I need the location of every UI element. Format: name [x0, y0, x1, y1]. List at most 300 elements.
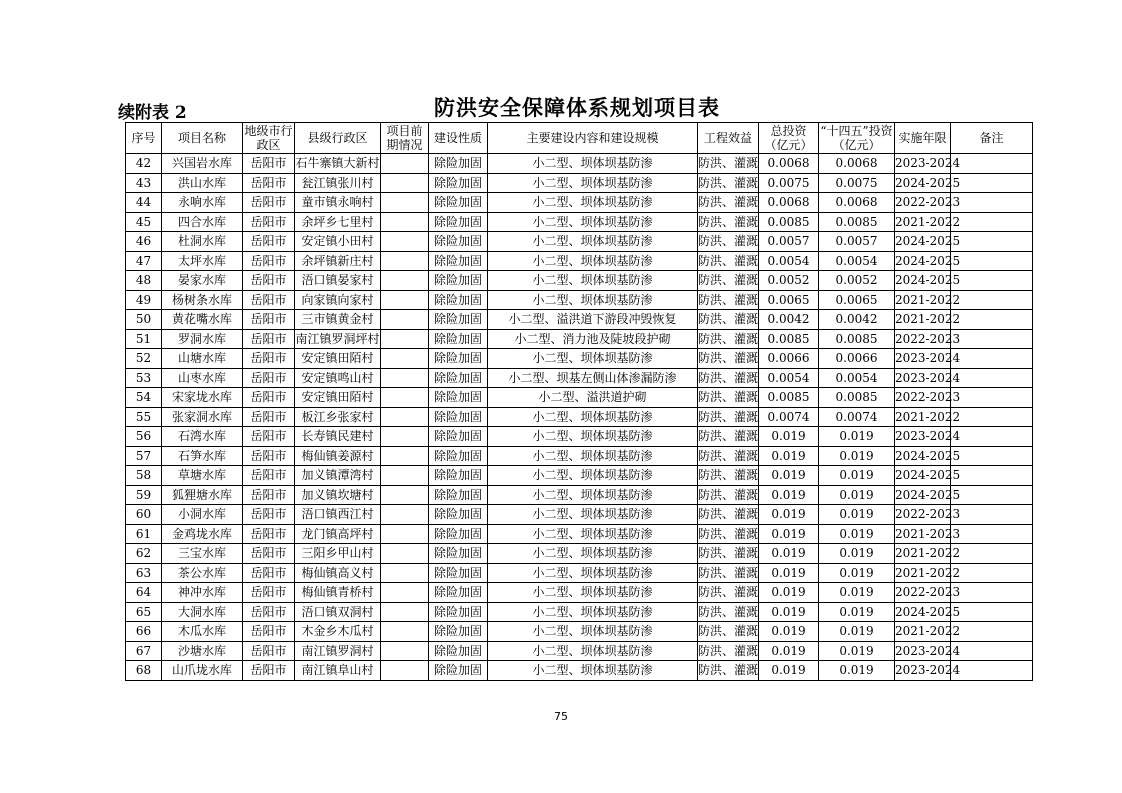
cell-col-remarks — [951, 310, 1033, 330]
cell-col-benefit: 防洪、灌溉 — [698, 427, 759, 447]
cell-col-14th-investment: 0.0068 — [819, 193, 895, 213]
cell-col-county: 安定镇田陌村 — [295, 388, 381, 408]
cell-col-project-name: 狐狸塘水库 — [162, 485, 243, 505]
table-row — [126, 290, 1033, 310]
table-row — [126, 407, 1033, 427]
cell-col-main-content: 小二型、消力池及陡坡段护砌 — [488, 329, 698, 349]
header-col-main-content: 主要建设内容和建设规模 — [488, 123, 698, 154]
cell-col-remarks — [951, 290, 1033, 310]
cell-col-index: 62 — [126, 544, 162, 564]
cell-col-14th-investment: 0.0054 — [819, 368, 895, 388]
cell-col-prefecture: 岳阳市 — [243, 583, 295, 603]
cell-col-index: 53 — [126, 368, 162, 388]
header-col-construction-type: 建设性质 — [429, 123, 488, 154]
cell-col-prefecture: 岳阳市 — [243, 524, 295, 544]
table-row — [126, 388, 1033, 408]
cell-col-period: 2024-2025 — [895, 602, 951, 622]
table-row — [126, 661, 1033, 681]
cell-col-county: 梅仙镇高义村 — [295, 563, 381, 583]
cell-col-benefit: 防洪、灌溉 — [698, 641, 759, 661]
cell-col-total-investment: 0.019 — [759, 466, 819, 486]
cell-col-remarks — [951, 173, 1033, 193]
cell-col-benefit: 防洪、灌溉 — [698, 407, 759, 427]
cell-col-prefecture: 岳阳市 — [243, 290, 295, 310]
cell-col-preliminary — [381, 427, 429, 447]
cell-col-main-content: 小二型、坝体坝基防渗 — [488, 251, 698, 271]
cell-col-main-content: 小二型、坝体坝基防渗 — [488, 212, 698, 232]
cell-col-county: 板江乡张家村 — [295, 407, 381, 427]
cell-col-14th-investment: 0.0074 — [819, 407, 895, 427]
table-row — [126, 583, 1033, 603]
cell-col-preliminary — [381, 407, 429, 427]
cell-col-benefit: 防洪、灌溉 — [698, 524, 759, 544]
cell-col-construction-type: 除险加固 — [429, 173, 488, 193]
table-row — [126, 349, 1033, 369]
cell-col-remarks — [951, 446, 1033, 466]
cell-col-14th-investment: 0.019 — [819, 466, 895, 486]
cell-col-county: 石牛寨镇大新村 — [295, 154, 381, 174]
cell-col-benefit: 防洪、灌溉 — [698, 622, 759, 642]
cell-col-index: 67 — [126, 641, 162, 661]
cell-col-county: 余坪乡七里村 — [295, 212, 381, 232]
cell-col-index: 68 — [126, 661, 162, 681]
cell-col-total-investment: 0.019 — [759, 505, 819, 525]
cell-col-index: 52 — [126, 349, 162, 369]
cell-col-remarks — [951, 505, 1033, 525]
cell-col-preliminary — [381, 388, 429, 408]
cell-col-index: 49 — [126, 290, 162, 310]
cell-col-county: 梅仙镇青桥村 — [295, 583, 381, 603]
header-col-prefecture: 地级市行政区 — [244, 124, 293, 152]
cell-col-remarks — [951, 641, 1033, 661]
cell-col-remarks — [951, 388, 1033, 408]
cell-col-prefecture: 岳阳市 — [243, 622, 295, 642]
cell-col-index: 59 — [126, 485, 162, 505]
cell-col-prefecture: 岳阳市 — [243, 368, 295, 388]
table-row — [126, 232, 1033, 252]
cell-col-construction-type: 除险加固 — [429, 505, 488, 525]
cell-col-main-content: 小二型、坝体坝基防渗 — [488, 173, 698, 193]
cell-col-remarks — [951, 368, 1033, 388]
page-title: 防洪安全保障体系规划项目表 — [434, 95, 720, 120]
cell-col-prefecture: 岳阳市 — [243, 232, 295, 252]
cell-col-county: 南江镇罗洞村 — [295, 641, 381, 661]
cell-col-construction-type: 除险加固 — [429, 232, 488, 252]
cell-col-period: 2023-2024 — [895, 661, 951, 681]
cell-col-project-name: 神冲水库 — [162, 583, 243, 603]
cell-col-preliminary — [381, 485, 429, 505]
cell-col-benefit: 防洪、灌溉 — [698, 173, 759, 193]
cell-col-preliminary — [381, 212, 429, 232]
cell-col-prefecture: 岳阳市 — [243, 310, 295, 330]
cell-col-project-name: 张家洞水库 — [162, 407, 243, 427]
cell-col-remarks — [951, 349, 1033, 369]
cell-col-preliminary — [381, 544, 429, 564]
cell-col-total-investment: 0.019 — [759, 641, 819, 661]
cell-col-total-investment: 0.0054 — [759, 368, 819, 388]
cell-col-14th-investment: 0.019 — [819, 427, 895, 447]
cell-col-project-name: 山塘水库 — [162, 349, 243, 369]
cell-col-construction-type: 除险加固 — [429, 368, 488, 388]
cell-col-main-content: 小二型、坝体坝基防渗 — [488, 583, 698, 603]
cell-col-main-content: 小二型、坝体坝基防渗 — [488, 466, 698, 486]
table-row — [126, 193, 1033, 213]
cell-col-period: 2024-2025 — [895, 251, 951, 271]
cell-col-construction-type: 除险加固 — [429, 310, 488, 330]
cell-col-remarks — [951, 407, 1033, 427]
header-col-project-name: 项目名称 — [162, 123, 243, 154]
table-row — [126, 271, 1033, 291]
cell-col-14th-investment: 0.0065 — [819, 290, 895, 310]
cell-col-construction-type: 除险加固 — [429, 212, 488, 232]
cell-col-benefit: 防洪、灌溉 — [698, 661, 759, 681]
cell-col-remarks — [951, 466, 1033, 486]
table-row — [126, 485, 1033, 505]
cell-col-main-content: 小二型、坝体坝基防渗 — [488, 622, 698, 642]
cell-col-period: 2024-2025 — [895, 485, 951, 505]
cell-col-remarks — [951, 154, 1033, 174]
cell-col-remarks — [951, 251, 1033, 271]
cell-col-preliminary — [381, 505, 429, 525]
cell-col-county: 向家镇向家村 — [295, 290, 381, 310]
cell-col-county: 童市镇永响村 — [295, 193, 381, 213]
cell-col-construction-type: 除险加固 — [429, 251, 488, 271]
cell-col-total-investment: 0.019 — [759, 485, 819, 505]
cell-col-preliminary — [381, 349, 429, 369]
table-row — [126, 251, 1033, 271]
table-row — [126, 368, 1033, 388]
header-col-14th-investment: “十四五”投资（亿元） — [820, 124, 893, 152]
cell-col-prefecture: 岳阳市 — [243, 505, 295, 525]
cell-col-total-investment: 0.0085 — [759, 212, 819, 232]
cell-col-main-content: 小二型、坝体坝基防渗 — [488, 154, 698, 174]
table-row — [126, 446, 1033, 466]
cell-col-benefit: 防洪、灌溉 — [698, 154, 759, 174]
cell-col-main-content: 小二型、坝体坝基防渗 — [488, 349, 698, 369]
cell-col-county: 梅仙镇姜源村 — [295, 446, 381, 466]
cell-col-construction-type: 除险加固 — [429, 485, 488, 505]
cell-col-period: 2024-2025 — [895, 173, 951, 193]
header-col-index: 序号 — [126, 123, 162, 154]
cell-col-county: 安定镇小田村 — [295, 232, 381, 252]
table-row — [126, 173, 1033, 193]
cell-col-remarks — [951, 622, 1033, 642]
cell-col-project-name: 罗洞水库 — [162, 329, 243, 349]
cell-col-remarks — [951, 661, 1033, 681]
project-table — [125, 122, 1033, 681]
cell-col-total-investment: 0.0052 — [759, 271, 819, 291]
cell-col-benefit: 防洪、灌溉 — [698, 349, 759, 369]
cell-col-project-name: 金鸡垅水库 — [162, 524, 243, 544]
cell-col-period: 2024-2025 — [895, 446, 951, 466]
cell-col-total-investment: 0.0042 — [759, 310, 819, 330]
cell-col-project-name: 永响水库 — [162, 193, 243, 213]
cell-col-project-name: 茶公水库 — [162, 563, 243, 583]
cell-col-preliminary — [381, 622, 429, 642]
cell-col-index: 45 — [126, 212, 162, 232]
cell-col-total-investment: 0.0068 — [759, 154, 819, 174]
table-row — [126, 563, 1033, 583]
cell-col-county: 南江镇罗洞坪村 — [295, 329, 381, 349]
cell-col-construction-type: 除险加固 — [429, 446, 488, 466]
cell-col-index: 48 — [126, 271, 162, 291]
cell-col-project-name: 太坪水库 — [162, 251, 243, 271]
cell-col-county: 木金乡木瓜村 — [295, 622, 381, 642]
cell-col-prefecture: 岳阳市 — [243, 329, 295, 349]
cell-col-construction-type: 除险加固 — [429, 641, 488, 661]
cell-col-preliminary — [381, 290, 429, 310]
cell-col-main-content: 小二型、坝体坝基防渗 — [488, 524, 698, 544]
cell-col-preliminary — [381, 446, 429, 466]
header-col-benefit: 工程效益 — [698, 123, 759, 154]
cell-col-main-content: 小二型、坝体坝基防渗 — [488, 446, 698, 466]
cell-col-preliminary — [381, 271, 429, 291]
cell-col-index: 43 — [126, 173, 162, 193]
cell-col-index: 42 — [126, 154, 162, 174]
cell-col-main-content: 小二型、坝体坝基防渗 — [488, 232, 698, 252]
cell-col-total-investment: 0.0085 — [759, 329, 819, 349]
cell-col-index: 55 — [126, 407, 162, 427]
cell-col-construction-type: 除险加固 — [429, 524, 488, 544]
cell-col-preliminary — [381, 232, 429, 252]
cell-col-county: 浯口镇晏家村 — [295, 271, 381, 291]
cell-col-benefit: 防洪、灌溉 — [698, 368, 759, 388]
cell-col-preliminary — [381, 583, 429, 603]
cell-col-14th-investment: 0.0085 — [819, 388, 895, 408]
cell-col-index: 56 — [126, 427, 162, 447]
cell-col-county: 三市镇黄金村 — [295, 310, 381, 330]
cell-col-index: 47 — [126, 251, 162, 271]
cell-col-county: 加义镇潭湾村 — [295, 466, 381, 486]
cell-col-county: 长寿镇民建村 — [295, 427, 381, 447]
cell-col-total-investment: 0.0085 — [759, 388, 819, 408]
cell-col-construction-type: 除险加固 — [429, 602, 488, 622]
table-row — [126, 154, 1033, 174]
cell-col-total-investment: 0.019 — [759, 524, 819, 544]
cell-col-remarks — [951, 212, 1033, 232]
cell-col-prefecture: 岳阳市 — [243, 427, 295, 447]
cell-col-main-content: 小二型、溢洪道护砌 — [488, 388, 698, 408]
header-col-county: 县级行政区 — [295, 123, 381, 154]
cell-col-construction-type: 除险加固 — [429, 466, 488, 486]
cell-col-county: 浯口镇西江村 — [295, 505, 381, 525]
cell-col-benefit: 防洪、灌溉 — [698, 446, 759, 466]
cell-col-benefit: 防洪、灌溉 — [698, 505, 759, 525]
cell-col-county: 瓮江镇张川村 — [295, 173, 381, 193]
cell-col-benefit: 防洪、灌溉 — [698, 388, 759, 408]
cell-col-prefecture: 岳阳市 — [243, 466, 295, 486]
cell-col-preliminary — [381, 193, 429, 213]
cell-col-index: 51 — [126, 329, 162, 349]
cell-col-14th-investment: 0.019 — [819, 641, 895, 661]
cell-col-14th-investment: 0.019 — [819, 446, 895, 466]
cell-col-prefecture: 岳阳市 — [243, 212, 295, 232]
cell-col-preliminary — [381, 602, 429, 622]
cell-col-county: 加义镇坎塘村 — [295, 485, 381, 505]
cell-col-14th-investment: 0.0068 — [819, 154, 895, 174]
cell-col-index: 65 — [126, 602, 162, 622]
table-row — [126, 505, 1033, 525]
header-col-remarks: 备注 — [951, 123, 1033, 154]
cell-col-total-investment: 0.0075 — [759, 173, 819, 193]
cell-col-remarks — [951, 329, 1033, 349]
cell-col-14th-investment: 0.019 — [819, 544, 895, 564]
cell-col-preliminary — [381, 524, 429, 544]
cell-col-prefecture: 岳阳市 — [243, 193, 295, 213]
cell-col-preliminary — [381, 173, 429, 193]
cell-col-index: 46 — [126, 232, 162, 252]
cell-col-preliminary — [381, 329, 429, 349]
cell-col-remarks — [951, 271, 1033, 291]
table-row — [126, 427, 1033, 447]
cell-col-main-content: 小二型、坝体坝基防渗 — [488, 641, 698, 661]
cell-col-construction-type: 除险加固 — [429, 271, 488, 291]
cell-col-period: 2023-2024 — [895, 641, 951, 661]
cell-col-14th-investment: 0.0085 — [819, 212, 895, 232]
cell-col-benefit: 防洪、灌溉 — [698, 602, 759, 622]
cell-col-14th-investment: 0.0085 — [819, 329, 895, 349]
cell-col-benefit: 防洪、灌溉 — [698, 329, 759, 349]
cell-col-index: 66 — [126, 622, 162, 642]
cell-col-period: 2021-2022 — [895, 622, 951, 642]
cell-col-remarks — [951, 563, 1033, 583]
cell-col-preliminary — [381, 641, 429, 661]
cell-col-period: 2023-2024 — [895, 154, 951, 174]
cell-col-total-investment: 0.0066 — [759, 349, 819, 369]
cell-col-14th-investment: 0.0075 — [819, 173, 895, 193]
cell-col-period: 2022-2023 — [895, 329, 951, 349]
cell-col-project-name: 宋家垅水库 — [162, 388, 243, 408]
cell-col-project-name: 草塘水库 — [162, 466, 243, 486]
cell-col-project-name: 山枣水库 — [162, 368, 243, 388]
cell-col-index: 54 — [126, 388, 162, 408]
cell-col-period: 2021-2022 — [895, 544, 951, 564]
cell-col-main-content: 小二型、坝体坝基防渗 — [488, 544, 698, 564]
cell-col-main-content: 小二型、坝体坝基防渗 — [488, 290, 698, 310]
cell-col-benefit: 防洪、灌溉 — [698, 563, 759, 583]
cell-col-14th-investment: 0.019 — [819, 661, 895, 681]
cell-col-main-content: 小二型、坝基左侧山体渗漏防渗 — [488, 368, 698, 388]
cell-col-prefecture: 岳阳市 — [243, 251, 295, 271]
cell-col-preliminary — [381, 251, 429, 271]
cell-col-benefit: 防洪、灌溉 — [698, 271, 759, 291]
cell-col-prefecture: 岳阳市 — [243, 173, 295, 193]
cell-col-benefit: 防洪、灌溉 — [698, 466, 759, 486]
cell-col-construction-type: 除险加固 — [429, 349, 488, 369]
cell-col-benefit: 防洪、灌溉 — [698, 212, 759, 232]
cell-col-county: 南江镇阜山村 — [295, 661, 381, 681]
cell-col-preliminary — [381, 563, 429, 583]
cell-col-county: 余坪镇新庄村 — [295, 251, 381, 271]
cell-col-project-name: 小洞水库 — [162, 505, 243, 525]
cell-col-construction-type: 除险加固 — [429, 622, 488, 642]
cell-col-benefit: 防洪、灌溉 — [698, 544, 759, 564]
page-number: 75 — [554, 710, 568, 723]
cell-col-index: 63 — [126, 563, 162, 583]
cell-col-main-content: 小二型、溢洪道下游段冲毁恢复 — [488, 310, 698, 330]
cell-col-project-name: 沙塘水库 — [162, 641, 243, 661]
cell-col-construction-type: 除险加固 — [429, 427, 488, 447]
cell-col-project-name: 三宝水库 — [162, 544, 243, 564]
table-row — [126, 212, 1033, 232]
cell-col-construction-type: 除险加固 — [429, 544, 488, 564]
cell-col-period: 2021-2022 — [895, 563, 951, 583]
cell-col-county: 三阳乡甲山村 — [295, 544, 381, 564]
cell-col-construction-type: 除险加固 — [429, 583, 488, 603]
cell-col-project-name: 四合水库 — [162, 212, 243, 232]
cell-col-benefit: 防洪、灌溉 — [698, 583, 759, 603]
table-row — [126, 524, 1033, 544]
cell-col-construction-type: 除险加固 — [429, 329, 488, 349]
cell-col-project-name: 杜洞水库 — [162, 232, 243, 252]
cell-col-project-name: 黄花嘴水库 — [162, 310, 243, 330]
cell-col-index: 44 — [126, 193, 162, 213]
cell-col-total-investment: 0.0054 — [759, 251, 819, 271]
cell-col-total-investment: 0.019 — [759, 602, 819, 622]
cell-col-period: 2023-2024 — [895, 427, 951, 447]
cell-col-14th-investment: 0.019 — [819, 563, 895, 583]
cell-col-benefit: 防洪、灌溉 — [698, 290, 759, 310]
cell-col-county: 安定镇鸣山村 — [295, 368, 381, 388]
cell-col-period: 2022-2023 — [895, 583, 951, 603]
cell-col-index: 60 — [126, 505, 162, 525]
cell-col-14th-investment: 0.019 — [819, 505, 895, 525]
table-body — [126, 154, 1033, 681]
cell-col-project-name: 山爪垅水库 — [162, 661, 243, 681]
cell-col-main-content: 小二型、坝体坝基防渗 — [488, 485, 698, 505]
cell-col-total-investment: 0.0057 — [759, 232, 819, 252]
cell-col-project-name: 兴国岩水库 — [162, 154, 243, 174]
cell-col-index: 64 — [126, 583, 162, 603]
cell-col-total-investment: 0.019 — [759, 446, 819, 466]
cell-col-prefecture: 岳阳市 — [243, 485, 295, 505]
cell-col-construction-type: 除险加固 — [429, 154, 488, 174]
cell-col-project-name: 石笋水库 — [162, 446, 243, 466]
cell-col-county: 龙门镇高坪村 — [295, 524, 381, 544]
cell-col-index: 58 — [126, 466, 162, 486]
cell-col-construction-type: 除险加固 — [429, 407, 488, 427]
cell-col-benefit: 防洪、灌溉 — [698, 251, 759, 271]
cell-col-total-investment: 0.0068 — [759, 193, 819, 213]
cell-col-project-name: 杨树条水库 — [162, 290, 243, 310]
cell-col-remarks — [951, 524, 1033, 544]
cell-col-total-investment: 0.019 — [759, 622, 819, 642]
table-row — [126, 622, 1033, 642]
cell-col-14th-investment: 0.0052 — [819, 271, 895, 291]
cell-col-14th-investment: 0.0057 — [819, 232, 895, 252]
header-col-preliminary: 项目前期情况 — [381, 123, 429, 154]
cell-col-14th-investment: 0.019 — [819, 524, 895, 544]
cell-col-preliminary — [381, 310, 429, 330]
cell-col-remarks — [951, 485, 1033, 505]
cell-col-period: 2021-2022 — [895, 310, 951, 330]
cell-col-preliminary — [381, 154, 429, 174]
cell-col-benefit: 防洪、灌溉 — [698, 193, 759, 213]
cell-col-county: 浯口镇双洞村 — [295, 602, 381, 622]
header-col-total-investment: 总投资（亿元） — [759, 123, 819, 154]
cell-col-period: 2021-2022 — [895, 290, 951, 310]
cell-col-period: 2022-2023 — [895, 388, 951, 408]
cell-col-prefecture: 岳阳市 — [243, 544, 295, 564]
cell-col-main-content: 小二型、坝体坝基防渗 — [488, 505, 698, 525]
cell-col-remarks — [951, 193, 1033, 213]
table-row — [126, 544, 1033, 564]
cell-col-period: 2023-2024 — [895, 368, 951, 388]
cell-col-index: 57 — [126, 446, 162, 466]
cell-col-main-content: 小二型、坝体坝基防渗 — [488, 661, 698, 681]
cell-col-project-name: 晏家水库 — [162, 271, 243, 291]
cell-col-preliminary — [381, 661, 429, 681]
